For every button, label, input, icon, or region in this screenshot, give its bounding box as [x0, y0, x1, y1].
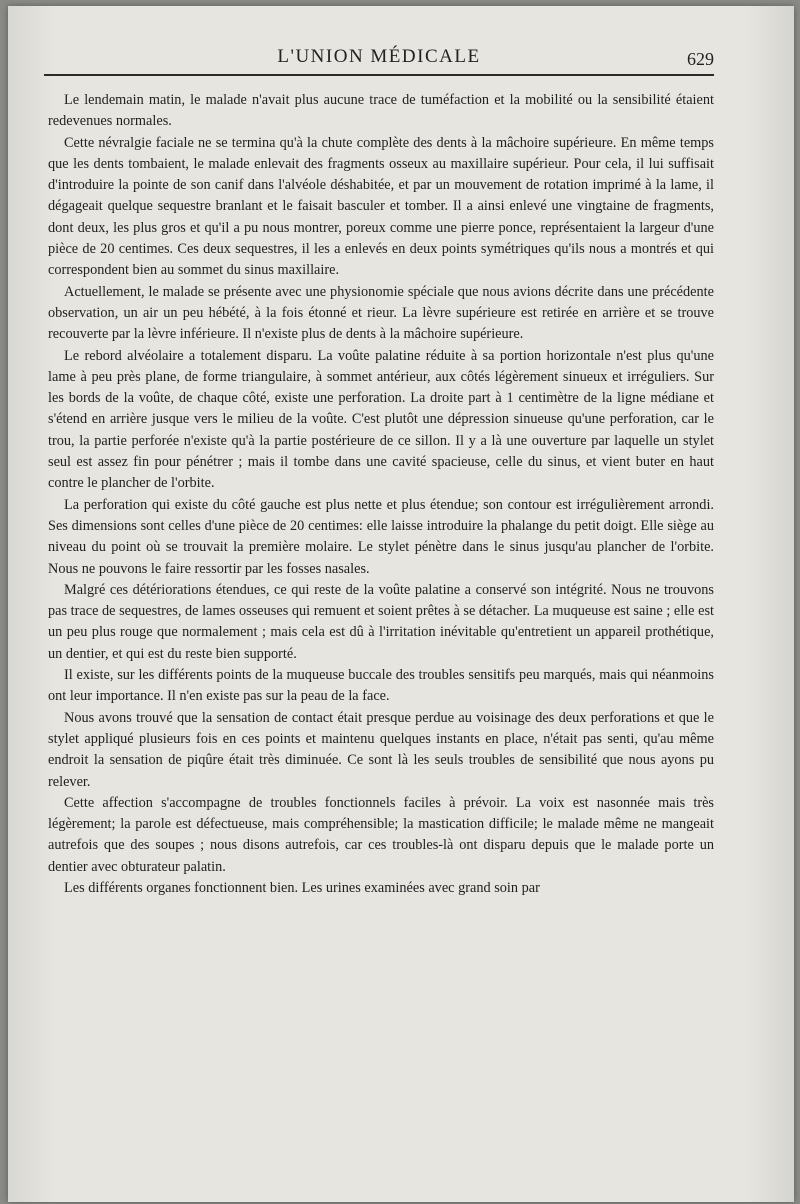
document-page [8, 6, 794, 1202]
page-number: 629 [687, 49, 714, 69]
running-title: L'UNION MÉDICALE [277, 46, 481, 67]
body-text [48, 90, 714, 899]
paragraph: La perforation qui existe du côté gauche est plus nette et plus étendue; son contour est irrégulièrement arrondi. Ses dimensions sont celles d'une pièce de 20 centimes: elle laisse introduire la phalange du petit doigt. Elle siège au niveau du point où se trouvait la première molaire. Le stylet pénètre dans le sinus jusqu'au plancher de l'orbite. Nous ne pouvons le faire ressortir par les fosses nasales. [48, 496, 714, 577]
paragraph: Le lendemain matin, le malade n'avait plus aucune trace de tuméfaction et la mobilité ou la sensibilité étaient redevenues normales. [48, 92, 714, 130]
paragraph: Le rebord alvéolaire a totalement disparu. La voûte palatine réduite à sa portion horizontale n'est plus qu'une lame à peu près plane, de forme triangulaire, à sommet antérieur, aux côtés légèrement sinueux et irréguliers. Sur les bords de la voûte, de chaque côté, existe une perforation. La droite part à 1 centimètre de la ligne médiane et s'étend en arrière jusque vers le milieu de la voûte. C'est plutôt une dépression sinueuse qu'une perforation, car le trou, la partie perforée n'existe qu'à la partie postérieure de ce sillon. Il y a là une ouverture par laquelle un stylet seul est assez fin pour pénétrer ; mais il tombe dans une cavité spacieuse, celle du sinus, et vient buter en haut contre le plancher de l'orbite. [48, 347, 714, 492]
paragraph: Actuellement, le malade se présente avec une physionomie spéciale que nous avions décrite dans une précédente observation, un air un peu hébété, à la fois étonné et rieur. La lèvre supérieure est retirée en arrière et se trouve recouverte par la lèvre inférieure. Il n'existe plus de dents à la mâchoire supérieure. [48, 283, 714, 343]
paragraph: Il existe, sur les différents points de la muqueuse buccale des troubles sensitifs peu marqués, mais qui néanmoins ont leur importance. Il n'en existe pas sur la peau de la face. [48, 667, 714, 705]
paragraph: Malgré ces détériorations étendues, ce qui reste de la voûte palatine a conservé son intégrité. Nous ne trouvons pas trace de sequestres, de lames osseuses qui remuent et soient prêtes à se détacher. La muqueuse est saine ; elle est un peu plus rouge que normalement ; mais cela est dû à l'irritation inévitable qu'entretient un appareil prothétique, un dentier, et qui est du reste bien supporté. [48, 581, 714, 662]
paragraph: Cette affection s'accompagne de troubles fonctionnels faciles à prévoir. La voix est nasonnée mais très légèrement; la parole est défectueuse, mais compréhensible; la mastication difficile; le malade même ne mangeait autrefois que des soupes ; nous disons autrefois, car ces troubles-là ont disparu depuis que le malade porte un dentier avec obturateur palatin. [48, 794, 714, 875]
paragraph: Nous avons trouvé que la sensation de contact était presque perdue au voisinage des deux perforations et que le stylet appliqué plusieurs fois en ces points et maintenu quelques instants en place, n'était pas senti, qu'au même endroit la sensation de piqûre était très diminuée. Ce sont là les seuls troubles de sensibilité que nous ayons pu relever. [48, 709, 714, 790]
paragraph: Les différents organes fonctionnent bien. Les urines examinées avec grand soin par [64, 879, 540, 896]
page-header [44, 42, 714, 76]
paragraph: Cette névralgie faciale ne se termina qu'à la chute complète des dents à la mâchoire supérieure. En même temps que les dents tombaient, le malade enlevait des fragments osseux au maxillaire supérieur. Pour cela, il lui suffisait d'introduire la pointe de son canif dans l'alvéole déshabitée, et par un mouvement de rotation imprimé à la lame, il dégageait quelque sequestre branlant et le faisait basculer et tomber. Il a ainsi enlevé une vingtaine de fragments, dont deux, les plus gros et qu'il a pu nous montrer, poreux comme une pierre ponce, représentaient la largeur d'une pièce de 20 centimes. Ces deux sequestres, il les a enlevés en deux points symétriques qu'ils nous a montrés et qui correspondent bien au sommet du sinus maxillaire. [48, 134, 714, 279]
header-rule [44, 74, 714, 76]
